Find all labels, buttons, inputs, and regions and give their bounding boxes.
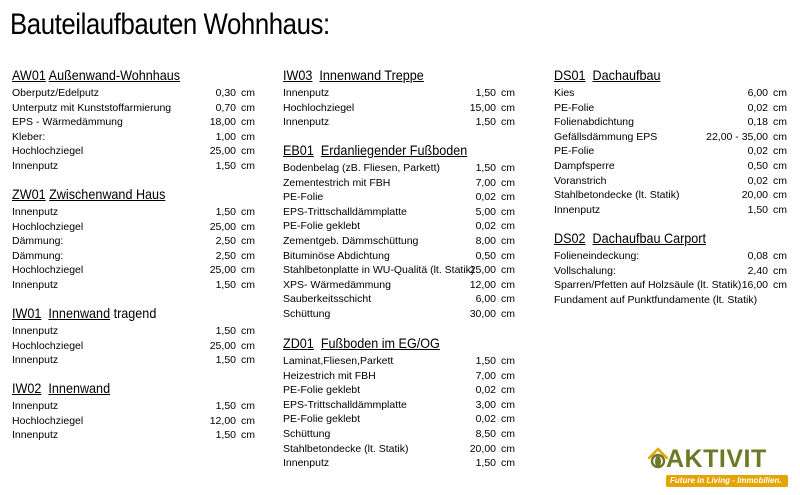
- material-label: Bituminöse Abdichtung: [283, 249, 390, 262]
- material-row: [12, 220, 255, 235]
- logo-wordmark: AKTIVIT: [666, 445, 767, 473]
- material-row: [283, 427, 515, 442]
- thickness-value: 1,50: [475, 116, 496, 129]
- material-label: Sauberkeitsschicht: [283, 293, 372, 306]
- thickness-unit: cm: [501, 249, 515, 262]
- thickness-value: 25,00: [209, 264, 236, 277]
- thickness-unit: cm: [773, 101, 787, 114]
- material-label: EPS-Trittschalldämmplatte: [283, 205, 407, 218]
- thickness-unit: cm: [773, 130, 787, 143]
- thickness-unit: cm: [501, 205, 515, 218]
- material-row: [283, 190, 515, 205]
- material-row: [12, 263, 255, 278]
- material-row: [283, 456, 515, 471]
- material-label: Folienabdichtung: [554, 116, 634, 129]
- material-row: [12, 205, 255, 220]
- thickness-value: 0,02: [747, 174, 768, 187]
- material-label: Innenputz: [12, 429, 59, 442]
- material-label: PE-Folie geklebt: [283, 220, 361, 233]
- section-title: ZD01 Fußboden im EG/OG: [283, 335, 440, 351]
- thickness-unit: cm: [501, 355, 515, 367]
- material-label: Dämmung:: [12, 249, 64, 262]
- thickness-unit: cm: [241, 325, 255, 337]
- material-row: [554, 188, 787, 203]
- thickness-value: 1,50: [215, 325, 236, 337]
- thickness-value: 12,00: [469, 278, 496, 291]
- thickness-unit: cm: [501, 398, 515, 411]
- thickness-unit: cm: [241, 414, 255, 427]
- thickness-unit: cm: [241, 145, 255, 158]
- material-label: Innenputz: [283, 457, 330, 470]
- thickness-unit: cm: [501, 413, 515, 426]
- thickness-unit: cm: [501, 234, 515, 247]
- material-label: Innenputz: [12, 278, 59, 291]
- section-zd01: [283, 335, 515, 471]
- thickness-value: 3,00: [475, 398, 496, 411]
- thickness-value: 1,50: [747, 203, 768, 216]
- thickness-unit: cm: [241, 354, 255, 367]
- thickness-value: 7,00: [475, 369, 496, 382]
- material-row: [12, 130, 255, 145]
- material-row: [12, 414, 255, 429]
- thickness-value: 0,02: [475, 220, 496, 233]
- material-label: EPS - Wärmedämmung: [12, 116, 123, 129]
- thickness-value: 1,50: [215, 429, 236, 442]
- thickness-value: 0,02: [747, 101, 768, 114]
- material-label: Folieneindeckung:: [554, 250, 640, 262]
- material-label: Laminat,Fliesen,Parkett: [283, 355, 394, 367]
- material-label: Gefällsdämmung EPS: [554, 130, 658, 143]
- thickness-unit: cm: [501, 220, 515, 233]
- material-row: [554, 101, 787, 116]
- thickness-value: 22,00 - 35,00: [706, 130, 768, 143]
- material-row: [283, 234, 515, 249]
- thickness-value: 0,02: [475, 384, 496, 397]
- thickness-unit: cm: [241, 159, 255, 172]
- section-title: AW01 Außenwand-Wohnhaus: [12, 67, 181, 83]
- material-row: [12, 353, 255, 368]
- material-label: Dämmung:: [12, 235, 64, 248]
- material-row: [12, 159, 255, 174]
- thickness-unit: cm: [501, 384, 515, 397]
- material-row: [283, 249, 515, 264]
- thickness-value: 15,00: [469, 101, 496, 114]
- material-row: [12, 101, 255, 116]
- thickness-value: 1,00: [215, 130, 236, 143]
- thickness-value: 20,00: [469, 442, 496, 455]
- thickness-value: 8,00: [475, 234, 496, 247]
- material-row: [283, 442, 515, 457]
- thickness-unit: cm: [501, 87, 515, 99]
- thickness-value: 0,70: [215, 101, 236, 114]
- thickness-value: 1,50: [475, 457, 496, 470]
- material-label: Innenputz: [12, 325, 59, 337]
- material-row: [554, 144, 787, 159]
- section-zw01: [12, 186, 255, 293]
- material-row: [12, 249, 255, 264]
- material-label: Stahlbetondecke (lt. Statik): [554, 189, 680, 202]
- thickness-value: 1,50: [215, 278, 236, 291]
- material-label: Hochlochziegel: [12, 414, 84, 427]
- material-label: Oberputz/Edelputz: [12, 87, 99, 99]
- thickness-value: 8,50: [475, 427, 496, 440]
- thickness-value: 5,00: [475, 205, 496, 218]
- section-title: IW01 Innenwand tragend: [12, 305, 157, 321]
- material-label: Hochlochziegel: [12, 339, 84, 352]
- section-title: DS02 Dachaufbau Carport: [554, 230, 707, 246]
- material-row: [12, 428, 255, 443]
- material-row: [554, 293, 787, 308]
- material-row: [12, 278, 255, 293]
- thickness-unit: cm: [501, 176, 515, 189]
- material-label: Innenputz: [12, 400, 59, 412]
- material-label: Hochlochziegel: [283, 101, 355, 114]
- thickness-value: 2,50: [215, 249, 236, 262]
- thickness-value: 7,00: [475, 176, 496, 189]
- material-label: Bodenbelag (zB. Fliesen, Parkett): [283, 162, 440, 174]
- material-row: [283, 101, 515, 116]
- thickness-unit: cm: [773, 279, 787, 292]
- material-label: PE-Folie geklebt: [283, 384, 361, 397]
- thickness-value: 0,02: [747, 145, 768, 158]
- material-label: PE-Folie: [554, 101, 595, 114]
- section-iw03: [283, 67, 515, 130]
- material-label: Voranstrich: [554, 174, 607, 187]
- material-label: XPS- Wärmedämmung: [283, 278, 391, 291]
- thickness-unit: cm: [773, 189, 787, 202]
- thickness-value: 0,18: [747, 116, 768, 129]
- material-row: [283, 369, 515, 384]
- material-row: [12, 399, 255, 414]
- thickness-unit: cm: [773, 145, 787, 158]
- material-row: [283, 383, 515, 398]
- thickness-unit: cm: [501, 116, 515, 129]
- thickness-unit: cm: [501, 307, 515, 320]
- thickness-value: 2,40: [747, 264, 768, 277]
- material-row: [283, 219, 515, 234]
- thickness-value: 12,00: [209, 414, 236, 427]
- thickness-unit: cm: [241, 206, 255, 218]
- material-label: Zementestrich mit FBH: [283, 176, 391, 189]
- material-row: [554, 115, 787, 130]
- thickness-unit: cm: [773, 159, 787, 172]
- material-label: Unterputz mit Kunststoffarmierung: [12, 101, 172, 114]
- material-row: [12, 234, 255, 249]
- material-row: [554, 86, 787, 101]
- material-label: Hochlochziegel: [12, 220, 84, 233]
- material-label: Sparren/Pfetten auf Holzsäule (lt. Statik): [554, 279, 742, 292]
- thickness-value: 0,02: [475, 191, 496, 204]
- thickness-unit: cm: [501, 191, 515, 204]
- thickness-unit: cm: [241, 130, 255, 143]
- thickness-unit: cm: [241, 220, 255, 233]
- thickness-value: 25,00: [209, 339, 236, 352]
- thickness-value: 30,00: [469, 307, 496, 320]
- thickness-unit: cm: [241, 249, 255, 262]
- material-row: [283, 307, 515, 322]
- material-label: Stahlbetondecke (lt. Statik): [283, 442, 409, 455]
- material-label: Schüttung: [283, 427, 331, 440]
- thickness-value: 1,50: [215, 206, 236, 218]
- material-row: [12, 324, 255, 339]
- material-row: [12, 86, 255, 101]
- thickness-value: 25,00: [209, 220, 236, 233]
- section-title: DS01 Dachaufbau: [554, 67, 661, 83]
- material-label: PE-Folie geklebt: [283, 413, 361, 426]
- section-title: IW02 Innenwand: [12, 380, 111, 396]
- thickness-value: 25,00: [469, 264, 496, 277]
- section-iw01: [12, 305, 255, 368]
- thickness-value: 6,00: [747, 87, 768, 99]
- material-row: [554, 159, 787, 174]
- thickness-unit: cm: [501, 162, 515, 174]
- material-row: [554, 130, 787, 145]
- thickness-unit: cm: [501, 264, 515, 277]
- thickness-unit: cm: [241, 101, 255, 114]
- thickness-value: 20,00: [741, 189, 768, 202]
- material-label: Dampfsperre: [554, 159, 615, 172]
- material-label: Innenputz: [12, 354, 59, 367]
- material-row: [554, 278, 787, 293]
- thickness-unit: cm: [501, 278, 515, 291]
- thickness-unit: cm: [241, 339, 255, 352]
- material-label: Heizestrich mit FBH: [283, 369, 376, 382]
- material-label: PE-Folie: [283, 191, 324, 204]
- thickness-unit: cm: [241, 264, 255, 277]
- material-label: Innenputz: [12, 159, 59, 172]
- thickness-unit: cm: [773, 250, 787, 262]
- material-label: Fundament auf Punktfundamente (lt. Statik): [554, 293, 758, 306]
- material-row: [283, 115, 515, 130]
- material-row: [554, 174, 787, 189]
- thickness-unit: cm: [773, 203, 787, 216]
- material-row: [554, 249, 787, 264]
- material-row: [283, 86, 515, 101]
- material-row: [283, 278, 515, 293]
- material-row: [554, 264, 787, 279]
- material-label: Innenputz: [12, 206, 59, 218]
- thickness-unit: cm: [501, 457, 515, 470]
- thickness-value: 1,50: [475, 355, 496, 367]
- thickness-unit: cm: [241, 429, 255, 442]
- logo-tagline: Future in Living - Immobilien.: [670, 476, 782, 485]
- thickness-unit: cm: [241, 87, 255, 99]
- thickness-value: 0,50: [475, 249, 496, 262]
- thickness-unit: cm: [773, 116, 787, 129]
- material-label: Schüttung: [283, 307, 331, 320]
- thickness-value: 1,50: [215, 159, 236, 172]
- material-label: Stahlbetonplatte in WU-Qualitä (lt. Statik): [283, 264, 475, 277]
- thickness-unit: cm: [241, 400, 255, 412]
- material-label: Kies: [554, 87, 575, 99]
- thickness-value: 1,50: [215, 400, 236, 412]
- material-row: [283, 398, 515, 413]
- thickness-value: 6,00: [475, 293, 496, 306]
- thickness-value: 18,00: [209, 116, 236, 129]
- section-title: ZW01 Zwischenwand Haus: [12, 186, 166, 202]
- material-label: Hochlochziegel: [12, 264, 84, 277]
- aktivit-logo: [646, 444, 792, 490]
- thickness-unit: cm: [241, 235, 255, 248]
- material-row: [283, 176, 515, 191]
- thickness-unit: cm: [501, 427, 515, 440]
- section-eb01: [283, 142, 515, 322]
- section-title: EB01 Erdanliegender Fußboden: [283, 142, 468, 158]
- material-row: [12, 339, 255, 354]
- material-row: [283, 263, 515, 278]
- material-row: [283, 354, 515, 369]
- thickness-unit: cm: [501, 369, 515, 382]
- thickness-value: 0,08: [747, 250, 768, 262]
- thickness-value: 25,00: [209, 145, 236, 158]
- material-row: [554, 203, 787, 218]
- section-ds01: [554, 67, 787, 217]
- material-row: [12, 115, 255, 130]
- thickness-unit: cm: [501, 442, 515, 455]
- thickness-unit: cm: [501, 101, 515, 114]
- material-label: Zementgeb. Dämmschüttung: [283, 234, 419, 247]
- thickness-unit: cm: [773, 264, 787, 277]
- material-label: Innenputz: [283, 116, 330, 129]
- thickness-value: 2,50: [215, 235, 236, 248]
- section-aw01: [12, 67, 255, 174]
- material-label: Innenputz: [283, 87, 330, 99]
- thickness-unit: cm: [773, 87, 787, 99]
- material-label: Kleber:: [12, 130, 46, 143]
- thickness-value: 0,30: [215, 87, 236, 99]
- thickness-value: 1,50: [215, 354, 236, 367]
- material-label: EPS-Trittschalldämmplatte: [283, 398, 407, 411]
- thickness-value: 0,02: [475, 413, 496, 426]
- section-title: IW03 Innenwand Treppe: [283, 67, 424, 83]
- thickness-unit: cm: [501, 293, 515, 306]
- thickness-unit: cm: [773, 174, 787, 187]
- thickness-value: 0,50: [747, 159, 768, 172]
- material-row: [283, 161, 515, 176]
- material-label: Hochlochziegel: [12, 145, 84, 158]
- thickness-unit: cm: [241, 116, 255, 129]
- material-row: [12, 144, 255, 159]
- thickness-value: 1,50: [475, 162, 496, 174]
- section-iw02: [12, 380, 255, 443]
- thickness-unit: cm: [241, 278, 255, 291]
- section-ds02: [554, 230, 787, 307]
- thickness-value: 1,50: [475, 87, 496, 99]
- material-row: [283, 412, 515, 427]
- material-row: [283, 292, 515, 307]
- thickness-value: 16,00: [741, 279, 768, 292]
- material-row: [283, 205, 515, 220]
- page-title: Bauteilaufbauten Wohnhaus:: [10, 8, 330, 41]
- material-label: Innenputz: [554, 203, 601, 216]
- material-label: PE-Folie: [554, 145, 595, 158]
- material-label: Vollschalung:: [554, 264, 616, 277]
